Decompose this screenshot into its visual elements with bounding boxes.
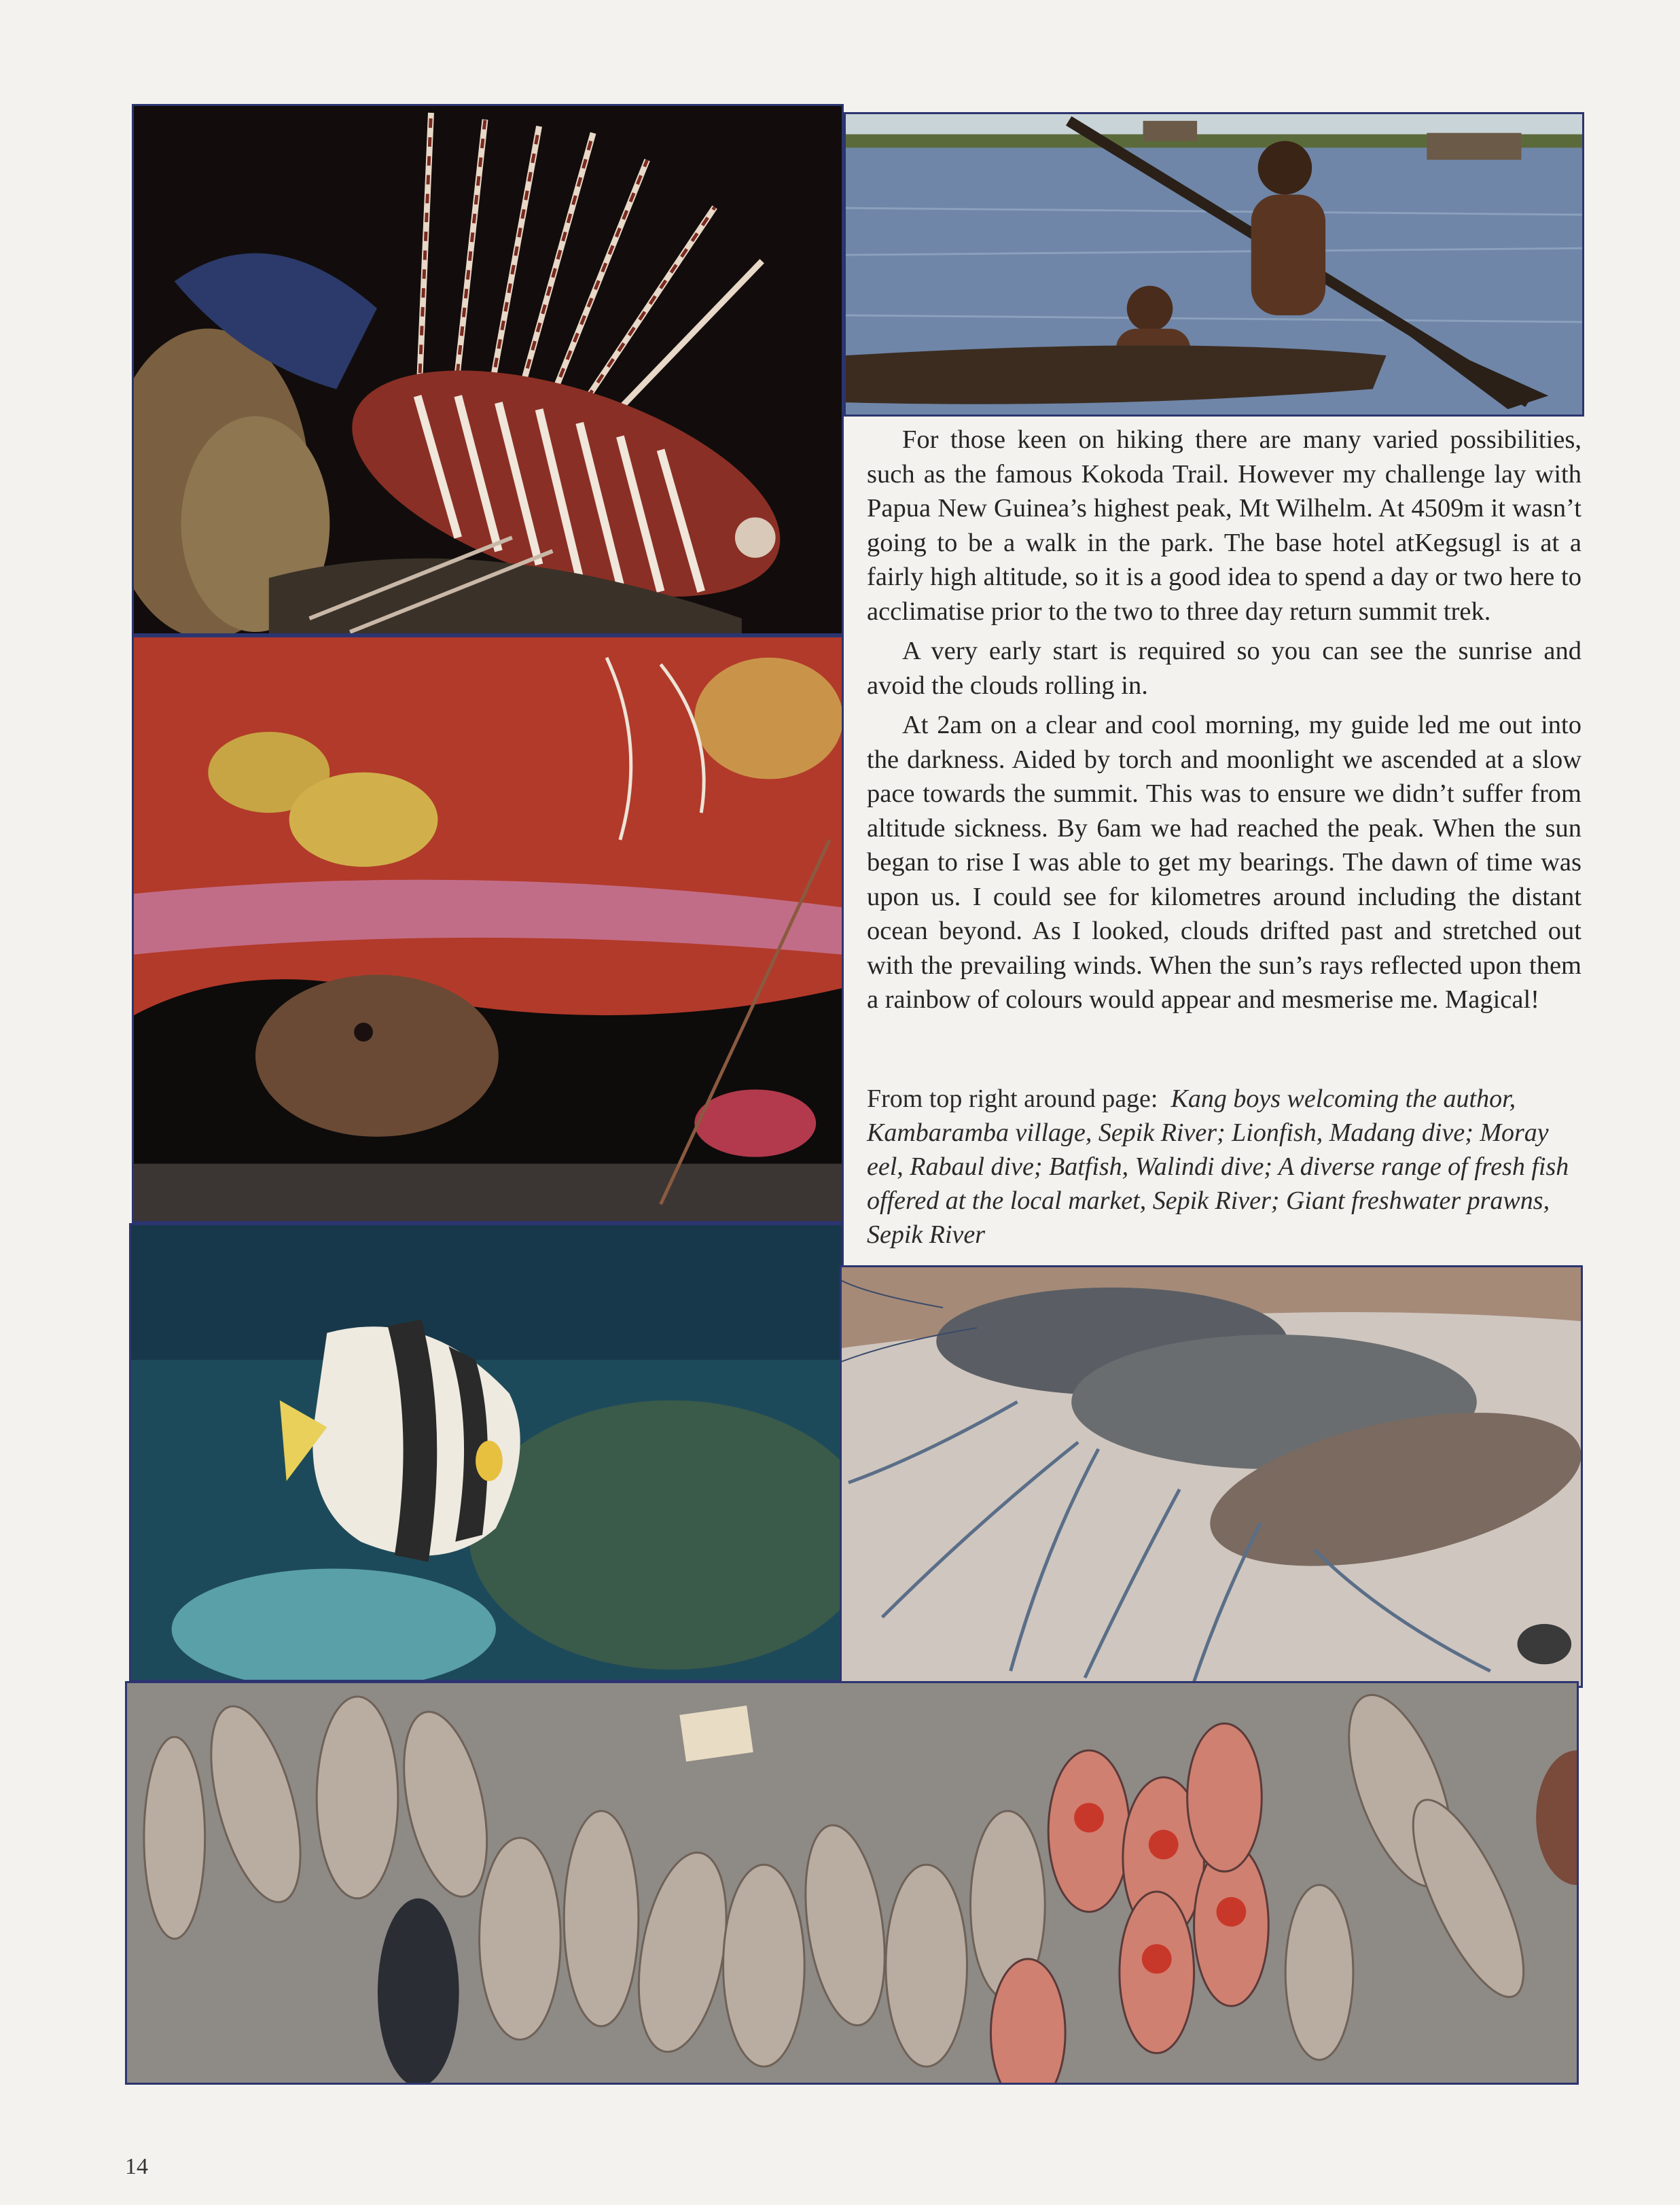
photo-lionfish: [132, 104, 844, 635]
photo-caption: [867, 1082, 1581, 1252]
caption-lead: From top right around page:: [867, 1084, 1158, 1113]
prawns-image: [842, 1267, 1581, 1686]
article-paragraph-1: For those keen on hiking there are many varied possibilities, such as the famous Kokoda Trail. However my challenge lay with Papua New Guinea’s highest peak, Mt Wilhelm. At 4509m it wasn’t going to be a walk in the park. The base hotel atKegsugl is at a fairly high altitude, so it is a good idea to spend a day or two here to acclimatise prior to the two to three day return summit trek.: [867, 425, 1581, 626]
photo-moray-eel: [132, 635, 844, 1223]
article-paragraph-2: A very early start is required so you can see the sunrise and avoid the clouds rolling in.: [867, 637, 1581, 700]
article-body: [867, 423, 1581, 1023]
page-number: 14: [125, 2154, 148, 2179]
photo-fish-market: [125, 1681, 1579, 2085]
moray-image: [134, 637, 842, 1221]
canoe-image: [846, 114, 1582, 414]
photo-canoe: [844, 112, 1584, 417]
batfish-image: [131, 1225, 842, 1680]
lionfish-image: [134, 106, 842, 633]
photo-batfish: [129, 1223, 844, 1682]
caption-text: Kang boys welcoming the author, Kambaramba village, Sepik River; Lionfish, Madang dive; Moray eel, Rabaul dive; Batfish, Walindi dive; A diverse range of fresh fish offered at the local market, Sepik River; Giant freshwater prawns, Sepik River: [867, 1084, 1569, 1249]
photo-prawns: [840, 1265, 1583, 1688]
article-paragraph-3: At 2am on a clear and cool morning, my guide led me out into the darkness. Aided by torch and moonlight we ascended at a slow pace towards the summit. This was to ensure we didn’t suffer from altitude sickness. By 6am we had reached the peak. When the sun began to rise I was able to get my bearings. The dawn of time was upon us. I could see for kilometres around including the distant ocean beyond. As I looked, clouds drifted past and stretched out with the prevailing winds. When the sun’s rays reflected upon them a rainbow of colours would appear and mesmerise me. Magical!: [867, 711, 1581, 1014]
fish-market-image: [127, 1683, 1577, 2083]
